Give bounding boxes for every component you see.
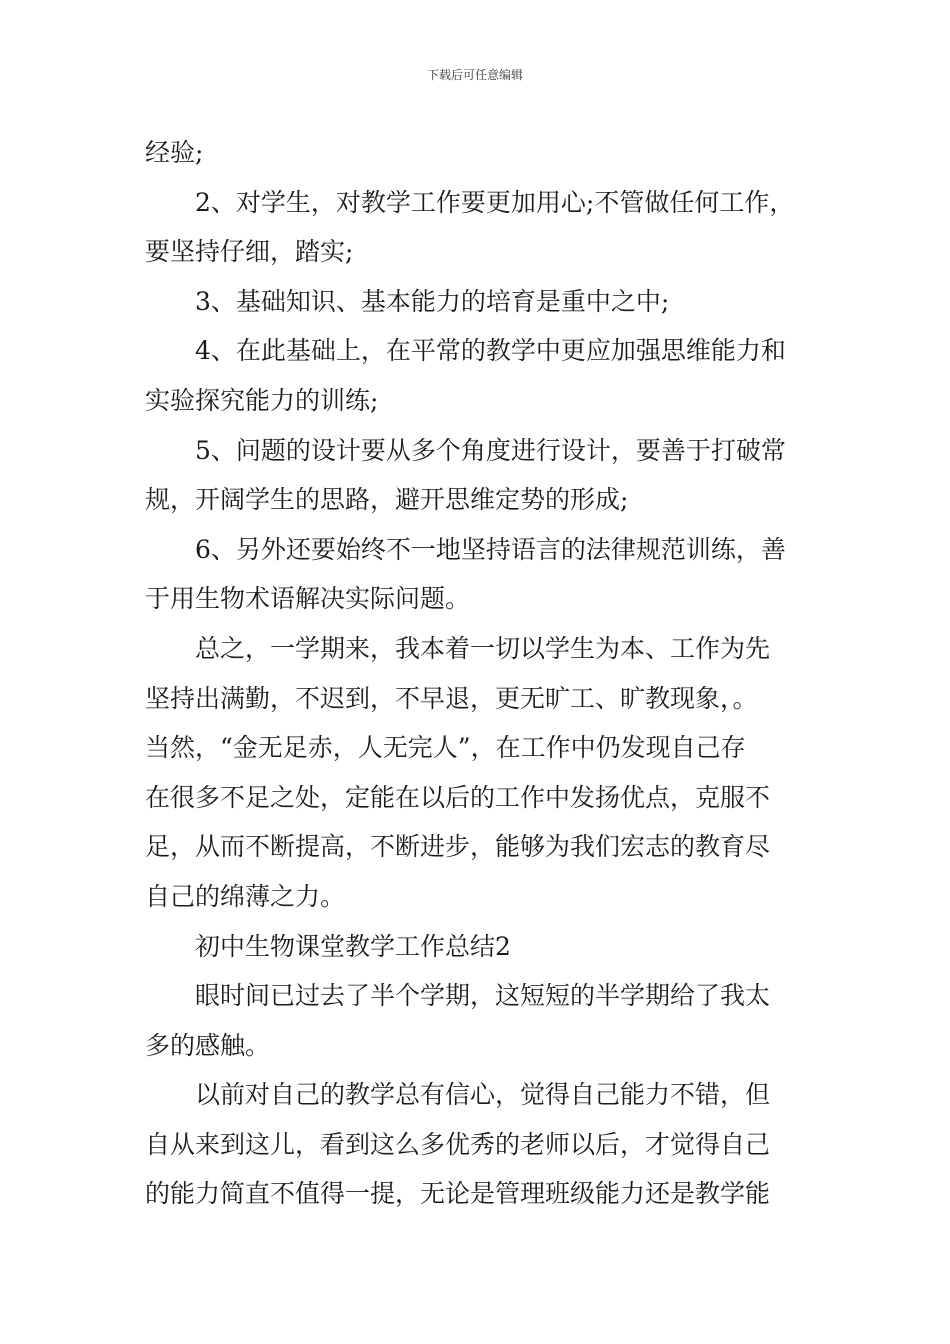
text-line: 的能力简直不值得一提，无论是管理班级能力还是教学能	[145, 1179, 771, 1209]
text-line: 初中生物课堂教学工作总结2	[195, 931, 511, 961]
document-body	[145, 128, 807, 1219]
text-line: 当然，“金无足赤，人无完人”，在工作中仍发现自己存	[145, 733, 746, 763]
text-line: 多的感触。	[145, 1030, 271, 1060]
text-line: 要坚持仔细，踏实;	[145, 237, 354, 267]
text-line: 眼时间已过去了半个学期，这短短的半学期给了我太	[195, 981, 771, 1011]
text-line: 坚持出满勤，不迟到，不早退，更无旷工、旷教现象，。	[145, 683, 758, 713]
text-line: 实验探究能力的训练;	[145, 385, 379, 415]
text-line: 总之，一学期来，我本着一切以学生为本、工作为先	[195, 633, 771, 663]
text-line: 自从来到这儿，看到这么多优秀的老师以后，才觉得自己	[145, 1129, 771, 1159]
text-line: 在很多不足之处，定能在以后的工作中发扬优点，克服不	[145, 782, 771, 812]
text-line: 足，从而不断提高，不断进步，能够为我们宏志的教育尽	[145, 832, 771, 862]
text-line: 自己的绵薄之力。	[145, 881, 346, 911]
text-line: 5、问题的设计要从多个角度进行设计，要善于打破常	[195, 435, 786, 465]
text-line: 6、另外还要始终不一地坚持语言的法律规范训练，善	[195, 534, 786, 564]
text-line: 规，开阔学生的思路，避开思维定势的形成;	[145, 485, 629, 515]
text-line: 以前对自己的教学总有信心，觉得自己能力不错，但	[195, 1080, 771, 1110]
text-line: 2、对学生，对教学工作要更加用心;不管做任何工作，	[195, 187, 795, 217]
text-line: 于用生物术语解决实际问题。	[145, 584, 471, 614]
text-line: 4、在此基础上，在平常的教学中更应加强思维能力和	[195, 336, 786, 366]
text-line: 3、基础知识、基本能力的培育是重中之中;	[195, 286, 670, 316]
text-line: 经验;	[145, 138, 204, 167]
page-header: 下载后可任意编辑	[426, 68, 523, 82]
